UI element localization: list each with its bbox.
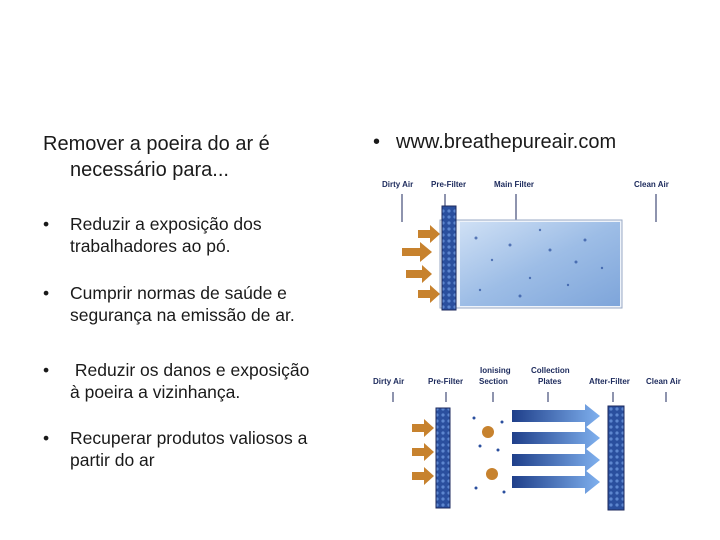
bullet-dot: • [43,283,50,303]
filter-diagram-2 [380,388,700,513]
bullet-text-4b: partir do ar [70,450,155,470]
diagram2-collection-label-1: Collection [531,366,570,375]
diagram2-ionising-label-2: Section [479,377,508,386]
bullet-text-2a: Cumprir normas de saúde e [70,283,287,303]
bullet-dot: • [43,214,50,234]
bullet-text-3b: à poeira a vizinhança. [70,382,241,402]
url-text[interactable]: www.breathepureair.com [396,131,617,153]
bullet-dot: • [43,428,50,448]
diagram2-pre-filter-label: Pre-Filter [428,377,464,386]
bullet-text-1a: Reduzir a exposição dos [70,214,262,234]
bullet-text-4a: Recuperar produtos valiosos a [70,428,308,448]
bullet-dot: • [373,131,381,153]
main-filter-block [460,222,620,306]
leader-lines [393,392,666,402]
bullet-text-3a: Reduzir os danos e exposição [70,360,310,380]
diagram1-clean-air-label: Clean Air [634,180,669,189]
bullet-item-1 [43,213,363,257]
diagram1-main-filter-label: Main Filter [494,180,535,189]
bullet-item-3 [43,359,363,403]
heading-line-1: Remover a poeira do ar é [43,133,270,155]
diagram2-after-filter-label: After-Filter [589,377,630,386]
bullet-dot: • [43,360,50,380]
diagram1-dirty-air-label: Dirty Air [382,180,414,189]
slide-heading [43,131,363,183]
source-url[interactable] [373,131,616,154]
diagram1-pre-filter-label: Pre-Filter [431,180,467,189]
diagram2-clean-air-label: Clean Air [646,377,681,386]
filter-diagram-1 [380,190,700,330]
pre-filter-mesh [436,408,450,508]
diagram2-dirty-air-label: Dirty Air [373,377,405,386]
ionising-particles [473,417,506,494]
dirty-air-arrows [412,419,434,485]
diagram2-ionising-label-1: Ionising [480,366,511,375]
collection-arrows [512,404,600,494]
dirty-air-arrows [402,225,440,303]
bullet-item-4 [43,427,363,471]
diagram2-collection-label-2: Plates [538,377,562,386]
bullet-text-1b: trabalhadores ao pó. [70,236,231,256]
heading-line-2: necessário para... [70,159,229,181]
pre-filter-mesh [442,206,456,310]
bullet-item-2 [43,282,363,326]
after-filter-mesh [608,406,624,510]
bullet-text-2b: segurança na emissão de ar. [70,305,295,325]
